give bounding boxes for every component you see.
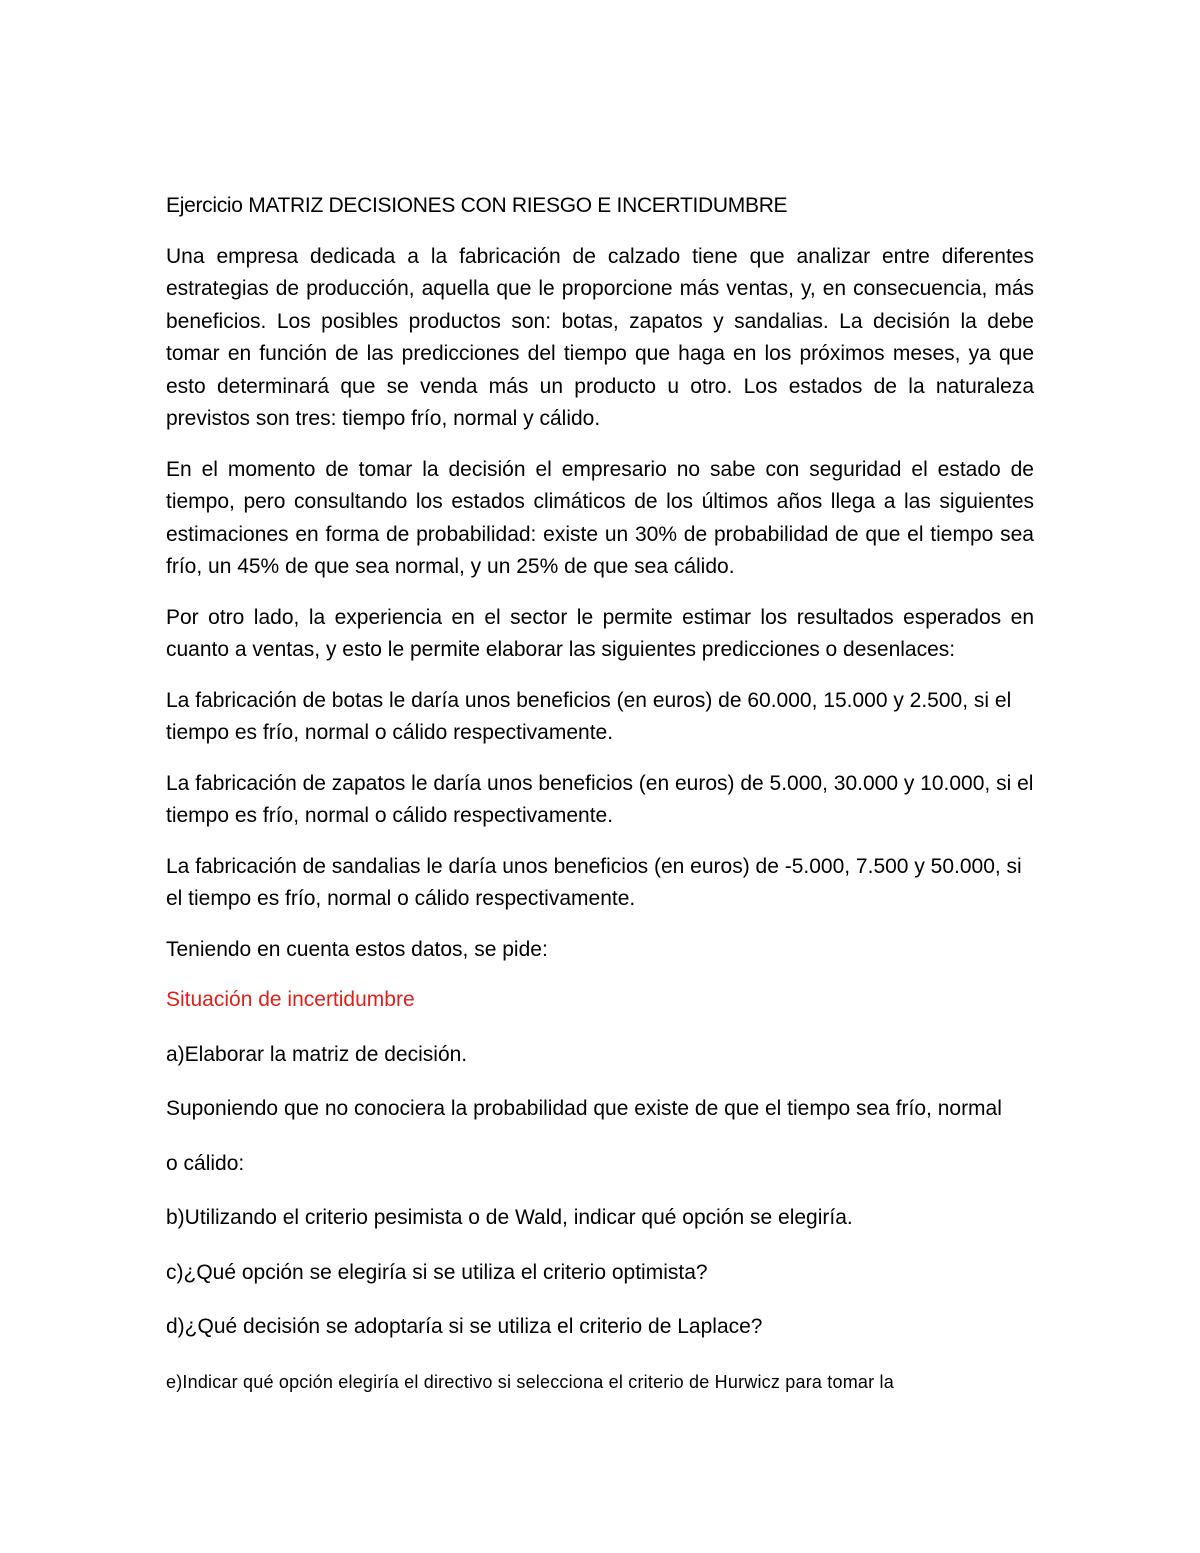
question-e: e)Indicar qué opción elegiría el directivo si selecciona el criterio de Hurwicz para tomar la	[166, 1371, 894, 1392]
paragraph-experience: Por otro lado, la experiencia en el sector le permite estimar los resultados esperados en cuanto a ventas, y esto le permite elaborar las siguientes predicciones o desenlaces:	[166, 605, 1034, 661]
paragraph-probabilities: En el momento de tomar la decisión el empresario no sabe con seguridad el estado de tiempo, pero consultando los estados climáticos de los últimos años llega a las siguientes estimaciones en forma de probabilidad: existe un 30% de probabilidad de que el tiempo sea frío, un 45% de que sea normal, y un 25% de que sea cálido.	[166, 457, 1034, 578]
section-heading-incertidumbre: Situación de incertidumbre	[166, 988, 415, 1011]
question-a: a)Elaborar la matriz de decisión.	[166, 1042, 468, 1066]
question-b: b)Utilizando el criterio pesimista o de Wald, indicar qué opción se elegiría.	[166, 1206, 853, 1229]
supposition-line-1: Suponiendo que no conociera la probabilidad que existe de que el tiempo sea frío, normal	[166, 1097, 1002, 1120]
document-page	[166, 190, 1034, 1420]
paragraph-sandalias: La fabricación de sandalias le daría unos beneficios (en euros) de -5.000, 7.500 y 50.000, si el tiempo es frío, normal o cálido respectivamente.	[166, 854, 1022, 910]
supposition-line-2: o cálido:	[166, 1151, 245, 1175]
question-c: c)¿Qué opción se elegiría si se utiliza el criterio optimista?	[166, 1260, 708, 1284]
paragraph-zapatos: La fabricación de zapatos le daría unos beneficios (en euros) de 5.000, 30.000 y 10.000, si el tiempo es frío, normal o cálido respectivamente.	[166, 771, 1034, 827]
paragraph-botas: La fabricación de botas le daría unos beneficios (en euros) de 60.000, 15.000 y 2.500, si el tiempo es frío, normal o cálido respectivamente.	[166, 688, 1012, 744]
question-d: d)¿Qué decisión se adoptaría si se utiliza el criterio de Laplace?	[166, 1315, 763, 1338]
paragraph-intro: Una empresa dedicada a la fabricación de calzado tiene que analizar entre diferentes estrategias de producción, aquella que le proporcione más ventas, y, en consecuencia, más beneficios. Los posibles productos son: botas, zapatos y sandalias. La decisión la debe tomar en función de las predicciones del tiempo que haga en los próximos meses, ya que esto determinará que se venda más un producto u otro. Los estados de la naturaleza previstos son tres: tiempo frío, normal y cálido.	[166, 244, 1034, 430]
paragraph-request: Teniendo en cuenta estos datos, se pide:	[166, 937, 548, 961]
document-title: Ejercicio MATRIZ DECISIONES CON RIESGO E INCERTIDUMBRE	[166, 194, 788, 217]
